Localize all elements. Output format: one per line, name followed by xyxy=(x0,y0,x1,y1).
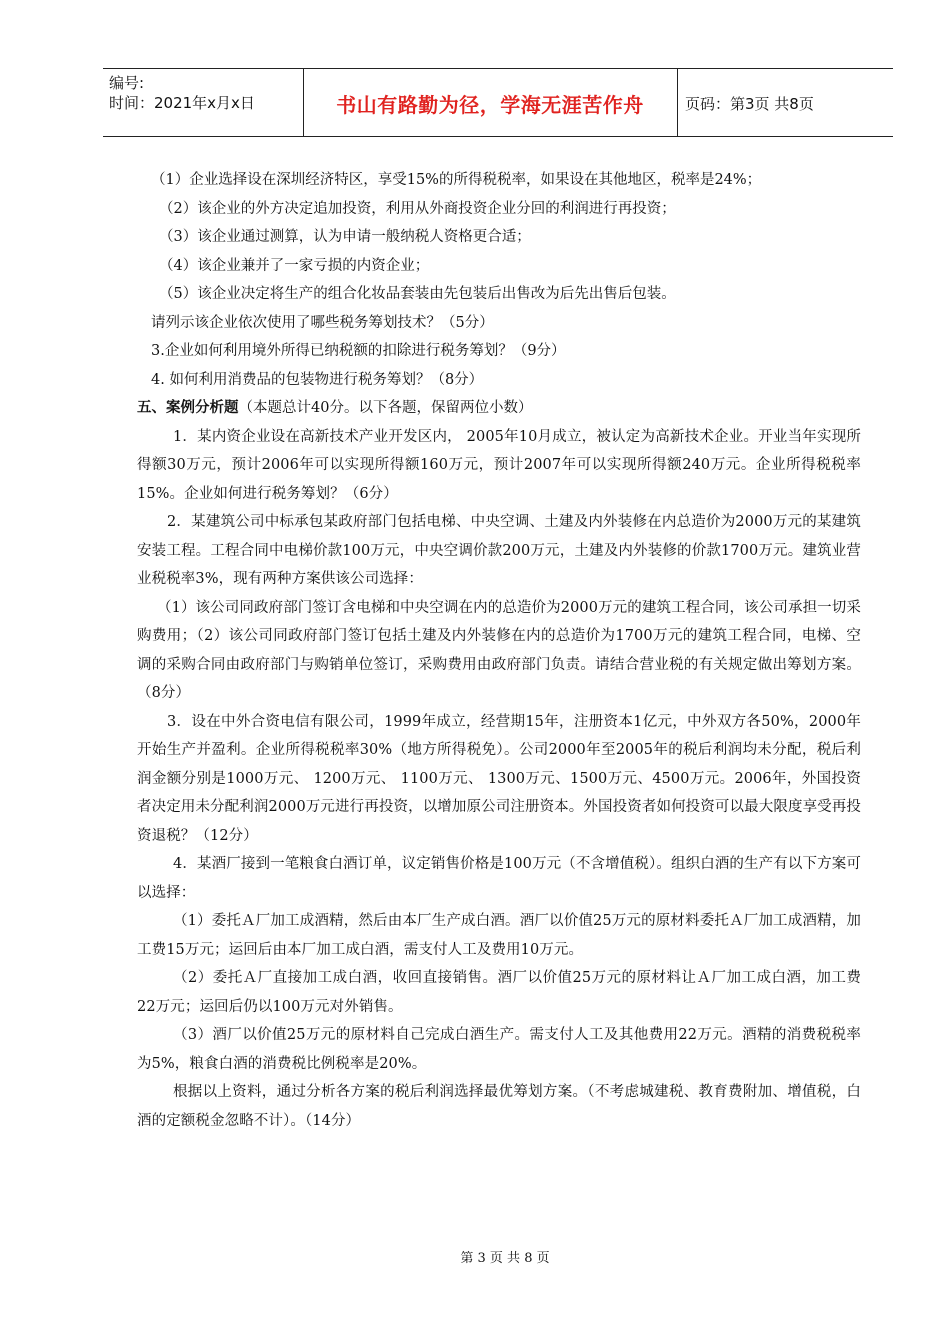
question-instruction: 请列示该企业依次使用了哪些税务筹划技术？（5分） xyxy=(151,314,494,331)
item-4: （4）该企业兼并了一家亏损的内资企业； xyxy=(159,257,430,274)
header-page-info: 页码：第3页 共8页 xyxy=(685,95,814,113)
question-3: 3.企业如何利用境外所得已纳税额的扣除进行税务筹划？（9分） xyxy=(151,343,566,359)
number-label: 编号: xyxy=(109,74,145,92)
case-3: 3．设在中外合资电信有限公司，1999年成立，经营期15年，注册资本1亿元，中外双方各50%，2000年开始生产并盈利。企业所得税税率30%（地方所得税免）。公司2000年至2005年的税后利润均未分配，税后利润金额分别是1000万元、 1200万元、 1100万元、 1300万元、1500万元、4500万元。2006年，外国投资者决定用未分配利润2000万元进行再投资，以增加原公司注册资本。外国投资者如何投资可以最大限度享受再投资退税？（12分） xyxy=(137,713,861,844)
page-footer: 第 3 页 共 8 页 xyxy=(460,1251,550,1266)
page-header xyxy=(103,68,893,137)
header-meta xyxy=(109,73,255,113)
item-3: （3）该企业通过测算，认为申请一般纳税人资格更合适； xyxy=(159,229,531,245)
item-5: （5）该企业决定将生产的组合化妆品套装由先包装后出售改为后先出售后包装。 xyxy=(159,286,676,302)
section-5-note: （本题总计40分。以下各题，保留两位小数） xyxy=(238,400,533,416)
item-2: （2）该企业的外方决定追加投资，利用从外商投资企业分回的利润进行再投资； xyxy=(159,200,676,217)
case-2-options: （1）该公司同政府部门签订含电梯和中央空调在内的总造价为2000万元的建筑工程合同，该公司承担一切采购费用；（2）该公司同政府部门签订包括土建及内外装修在内的总造价为1700万元的建筑工程合同，电梯、空调的采购合同由政府部门与购销单位签订，采购费用由政府部门负责。请结合营业税的有关规定做出筹划方案。（8分） xyxy=(137,599,861,701)
section-5-title: 五、案例分析题 xyxy=(137,400,239,416)
case-4-option-3: （3）酒厂以价值25万元的原材料自己完成白酒生产。需支付人工及其他费用22万元。酒精的消费税税率为5%，粮食白酒的消费税比例税率是20%。 xyxy=(137,1027,861,1072)
item-1: （1）企业选择设在深圳经济特区，享受15%的所得税税率，如果设在其他地区，税率是24%； xyxy=(151,172,762,188)
header-divider-right xyxy=(677,69,678,136)
case-4: 4．某酒厂接到一笔粮食白酒订单，议定销售价格是100万元（不含增值税）。组织白酒的生产有以下方案可以选择： xyxy=(137,856,861,901)
case-4-option-2: （2）委托Ａ厂直接加工成白酒，收回直接销售。酒厂以价值25万元的原材料让Ａ厂加工成白酒，加工费22万元；运回后仍以100万元对外销售。 xyxy=(137,970,861,1015)
date-label: 时间：2021年x月x日 xyxy=(109,94,255,112)
document-body xyxy=(137,166,861,1135)
section-5-heading xyxy=(137,394,861,423)
case-2: 2．某建筑公司中标承包某政府部门包括电梯、中央空调、土建及内外装修在内总造价为2000万元的某建筑安装工程。工程合同中电梯价款100万元，中央空调价款200万元，土建及内外装修的价款1700万元。建筑业营业税税率3%，现有两种方案供该公司选择： xyxy=(137,514,861,587)
header-motto: 书山有路勤为径，学海无涯苦作舟 xyxy=(336,93,644,117)
question-4: 4. 如何利用消费品的包装物进行税务筹划？（8分） xyxy=(151,371,484,388)
case-4-option-1: （1）委托Ａ厂加工成酒精，然后由本厂生产成白酒。酒厂以价值25万元的原材料委托Ａ厂加工成酒精，加工费15万元；运回后由本厂加工成白酒，需支付人工及费用10万元。 xyxy=(137,913,861,958)
case-4-question: 根据以上资料，通过分析各方案的税后利润选择最优筹划方案。（不考虑城建税、教育费附加、增值税，白酒的定额税金忽略不计）。（14分） xyxy=(137,1084,861,1129)
case-1: 1．某内资企业设在高新技术产业开发区内， 2005年10月成立，被认定为高新技术企业。开业当年实现所得额30万元，预计2006年可以实现所得额160万元，预计2007年可以实现所得额240万元。企业所得税税率15%。企业如何进行税务筹划？（6分） xyxy=(137,428,861,502)
